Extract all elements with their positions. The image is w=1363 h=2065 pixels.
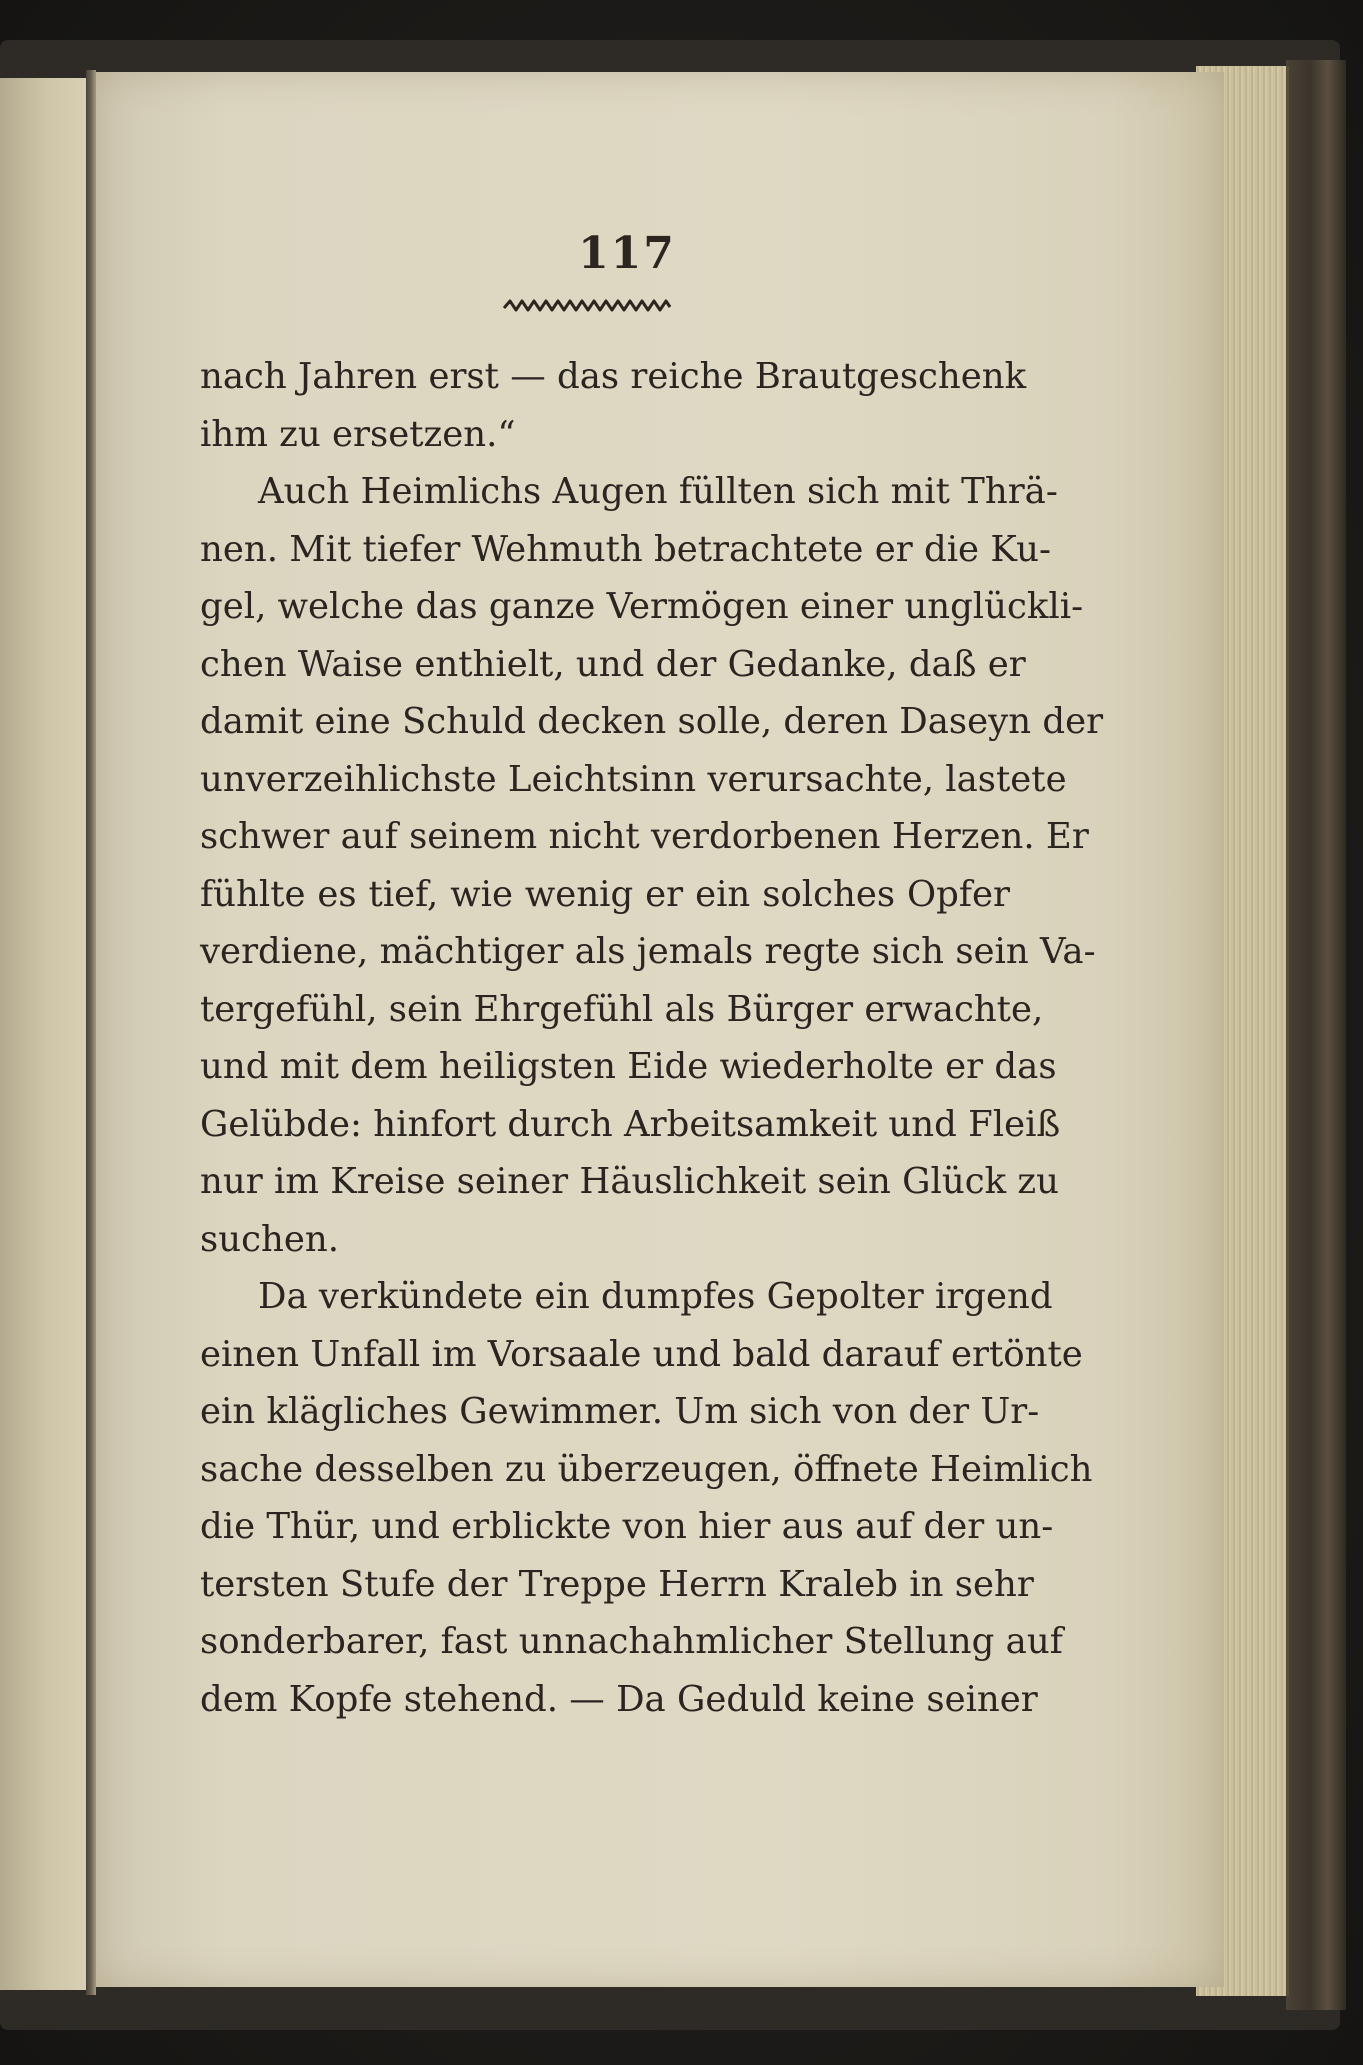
text-line: Gelübde: hinfort durch Arbeitsamkeit und Fleiß <box>200 1103 1061 1145</box>
text-line: tergefühl, sein Ehrgefühl als Bürger erwachte, <box>200 988 1044 1030</box>
text-line: ihm zu ersetzen.“ <box>200 413 516 455</box>
text-line: sonderbarer, fast unnachahmlicher Stellung auf <box>200 1621 1063 1662</box>
text-line: Da verkündete ein dumpfes Gepolter irgend <box>258 1276 1053 1317</box>
text-line: tersten Stufe der Treppe Herrn Kraleb in sehr <box>200 1563 1034 1605</box>
page-body-text <box>200 348 1104 1728</box>
text-line: fühlte es tief, wie wenig er ein solches Opfer <box>200 873 1010 915</box>
text-line: damit eine Schuld decken solle, deren Daseyn der <box>200 701 1104 742</box>
text-line: suchen. <box>200 1218 339 1260</box>
text-line: verdiene, mächtiger als jemals regte sich sein Va- <box>200 931 1096 972</box>
text-line: dem Kopfe stehend. — Da Geduld keine seiner <box>200 1678 1038 1720</box>
page-number: 117 <box>578 228 676 279</box>
text-line: gel, welche das ganze Vermögen einer unglückli- <box>200 586 1084 627</box>
text-line: nach Jahren erst — das reiche Brautgeschenk <box>200 356 1027 397</box>
text-line: schwer auf seinem nicht verdorbenen Herzen. Er <box>200 816 1089 857</box>
text-line: einen Unfall im Vorsaale und bald darauf ertönte <box>200 1333 1083 1375</box>
text-line: nen. Mit tiefer Wehmuth betrachtete er die Ku- <box>200 528 1051 570</box>
left-page-edge <box>0 78 88 1990</box>
text-line: ein klägliches Gewimmer. Um sich von der Ur- <box>200 1391 1040 1432</box>
text-line: chen Waise enthielt, und der Gedanke, daß er <box>200 643 1026 685</box>
text-line: die Thür, und erblickte von hier aus auf der un- <box>200 1506 1054 1547</box>
text-line: und mit dem heiligsten Eide wiederholte er das <box>200 1046 1057 1087</box>
text-line: sache desselben zu überzeugen, öffnete Heimlich <box>200 1448 1093 1490</box>
text-line: nur im Kreise seiner Häuslichkeit sein Glück zu <box>200 1161 1059 1202</box>
wavy-rule-ornament <box>502 298 678 314</box>
page-gutter <box>86 70 96 1995</box>
page-header <box>94 228 1224 279</box>
leather-binding <box>1286 60 1346 2010</box>
text-line: Auch Heimlichs Augen füllten sich mit Thrä- <box>258 471 1058 512</box>
text-line: unverzeihlichste Leichtsinn verursachte, lastete <box>200 758 1067 800</box>
